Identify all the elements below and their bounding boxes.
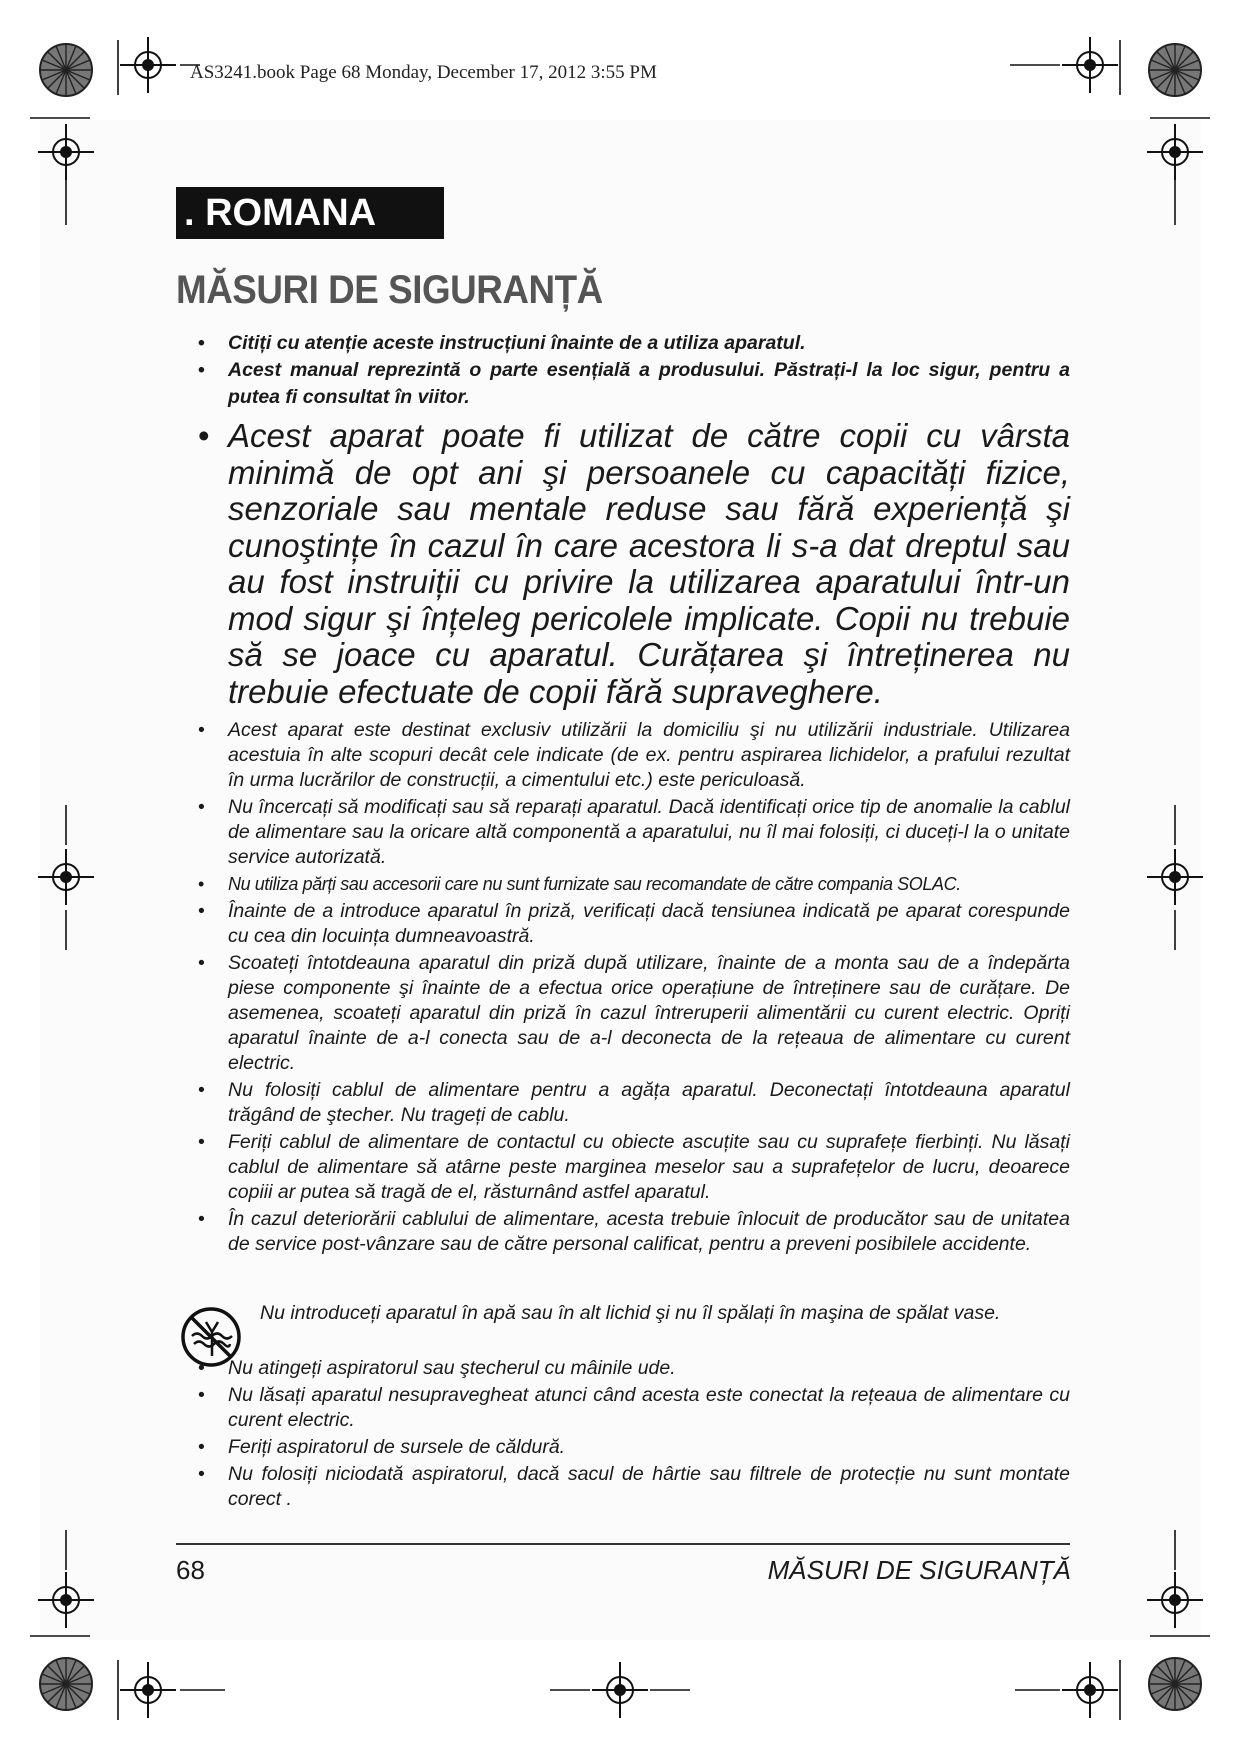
list-item: • Scoateți întotdeauna aparatul din priză după utilizare, înainte de a monta sau de a îndepărta piese componente şi înainte de a efectua orice operațiune de întreținere sau de curățare. De asemenea, scoateți aparatul din priză în cazul întreruperii alimentării cu curent electric. Opriți aparatul înainte de a-l conecta sau de a-l deconecta de la rețeaua de alimentare cu curent electric. [196,951,1070,1076]
language-badge: . ROMANA [176,187,444,239]
list-item: • În cazul deteriorării cablului de alimentare, acesta trebuie înlocuit de producător sau de unitatea de service post-vânzare sau de către personal calificat, pentru a preveni posibilele accidente. [196,1207,1070,1257]
color-wheel-icon [40,44,1201,1710]
list-item: • Nu încercați să modificați sau să reparați aparatul. Dacă identificați orice tip de anomalie la cablul de alimentare sau la oricare altă componentă a aparatului, nu îl mai folosiți, ci duceți-l la o unitate service autorizată. [196,795,1070,870]
list-item: • Înainte de a introduce aparatul în priză, verificați dacă tensiunea indicată pe aparat corespunde cu cea din locuința dumneavoastră. [196,899,1070,949]
list-item: • Citiți cu atenție aceste instrucțiuni înainte de a utiliza aparatul. [196,330,1070,357]
list-item: • Nu lăsați aparatul nesupravegheat atunci când acesta este conectat la rețeaua de alimentare cu curent electric. [196,1383,1070,1433]
print-header: AS3241.book Page 68 Monday, December 17, 2012 3:55 PM [190,62,657,83]
list-item: • Nu folosiți cablul de alimentare pentru a agăța aparatul. Deconectați întotdeauna aparatul trăgând de ştecher. Nu trageți de cablu. [196,1078,1070,1128]
no-water-text: Nu introduceți aparatul în apă sau în alt lichid şi nu îl spălați în maşina de spălat vase. [260,1302,1001,1324]
list-item: • Nu folosiți niciodată aspiratorul, dacă sacul de hârtie sau filtrele de protecție nu sunt montate corect . [196,1462,1070,1512]
list-item: • Nu atingeți aspiratorul sau ştecherul cu mâinile ude. [196,1356,1070,1381]
registration-mark-icon [38,37,1203,1718]
list-item: • Feriți cablul de alimentare de contactul cu obiecte ascuțite sau cu suprafețe fierbinți. Nu lăsați cablul de alimentare să atârne peste marginea meselor sau a suprafețelor de lucru, deoarece copiii ar putea să tragă de el, răsturnând astfel aparatul. [196,1130,1070,1205]
children-warning: • Acest aparat poate fi utilizat de către copii cu vârsta minimă de opt ani şi persoanele cu capacități fizice, senzoriale sau mentale reduse sau fără experiență şi cunoştințe în cazul în care acestora li s-a dat dreptul sau au fost instruiții cu privire la utilizarea aparatului într-un mod sigur şi înțeleg pericolele implicate. Copii nu trebuie să se joace cu aparatul. Curățarea şi întreținerea nu trebuie efectuate de copii fără supraveghere. [196,418,1070,710]
footer-title: MĂSURI DE SIGURANȚĂ [767,1555,1071,1585]
page-title: MĂSURI DE SIGURANȚĂ [176,268,603,312]
list-item: • Acest manual reprezintă o parte esențială a produsului. Păstrați-l la loc sigur, pentru a putea fi consultat în viitor. [196,357,1070,411]
crop-lines [30,40,1210,1720]
list-item: • Nu utiliza părți sau accesorii care nu sunt furnizate sau recomandate de către compania SOLAC. [196,872,1070,897]
list-item: • Feriți aspiratorul de sursele de căldură. [196,1435,1070,1460]
page-number: 68 [176,1555,205,1585]
list-item: • Acest aparat este destinat exclusiv utilizării la domiciliu şi nu utilizării industriale. Utilizarea acestuia în alte scopuri decât cele indicate (de ex. pentru aspirarea lichidelor, a prafului rezultat în urma lucrărilor de construcții, a cimentului etc.) este periculoasă. [196,718,1070,793]
